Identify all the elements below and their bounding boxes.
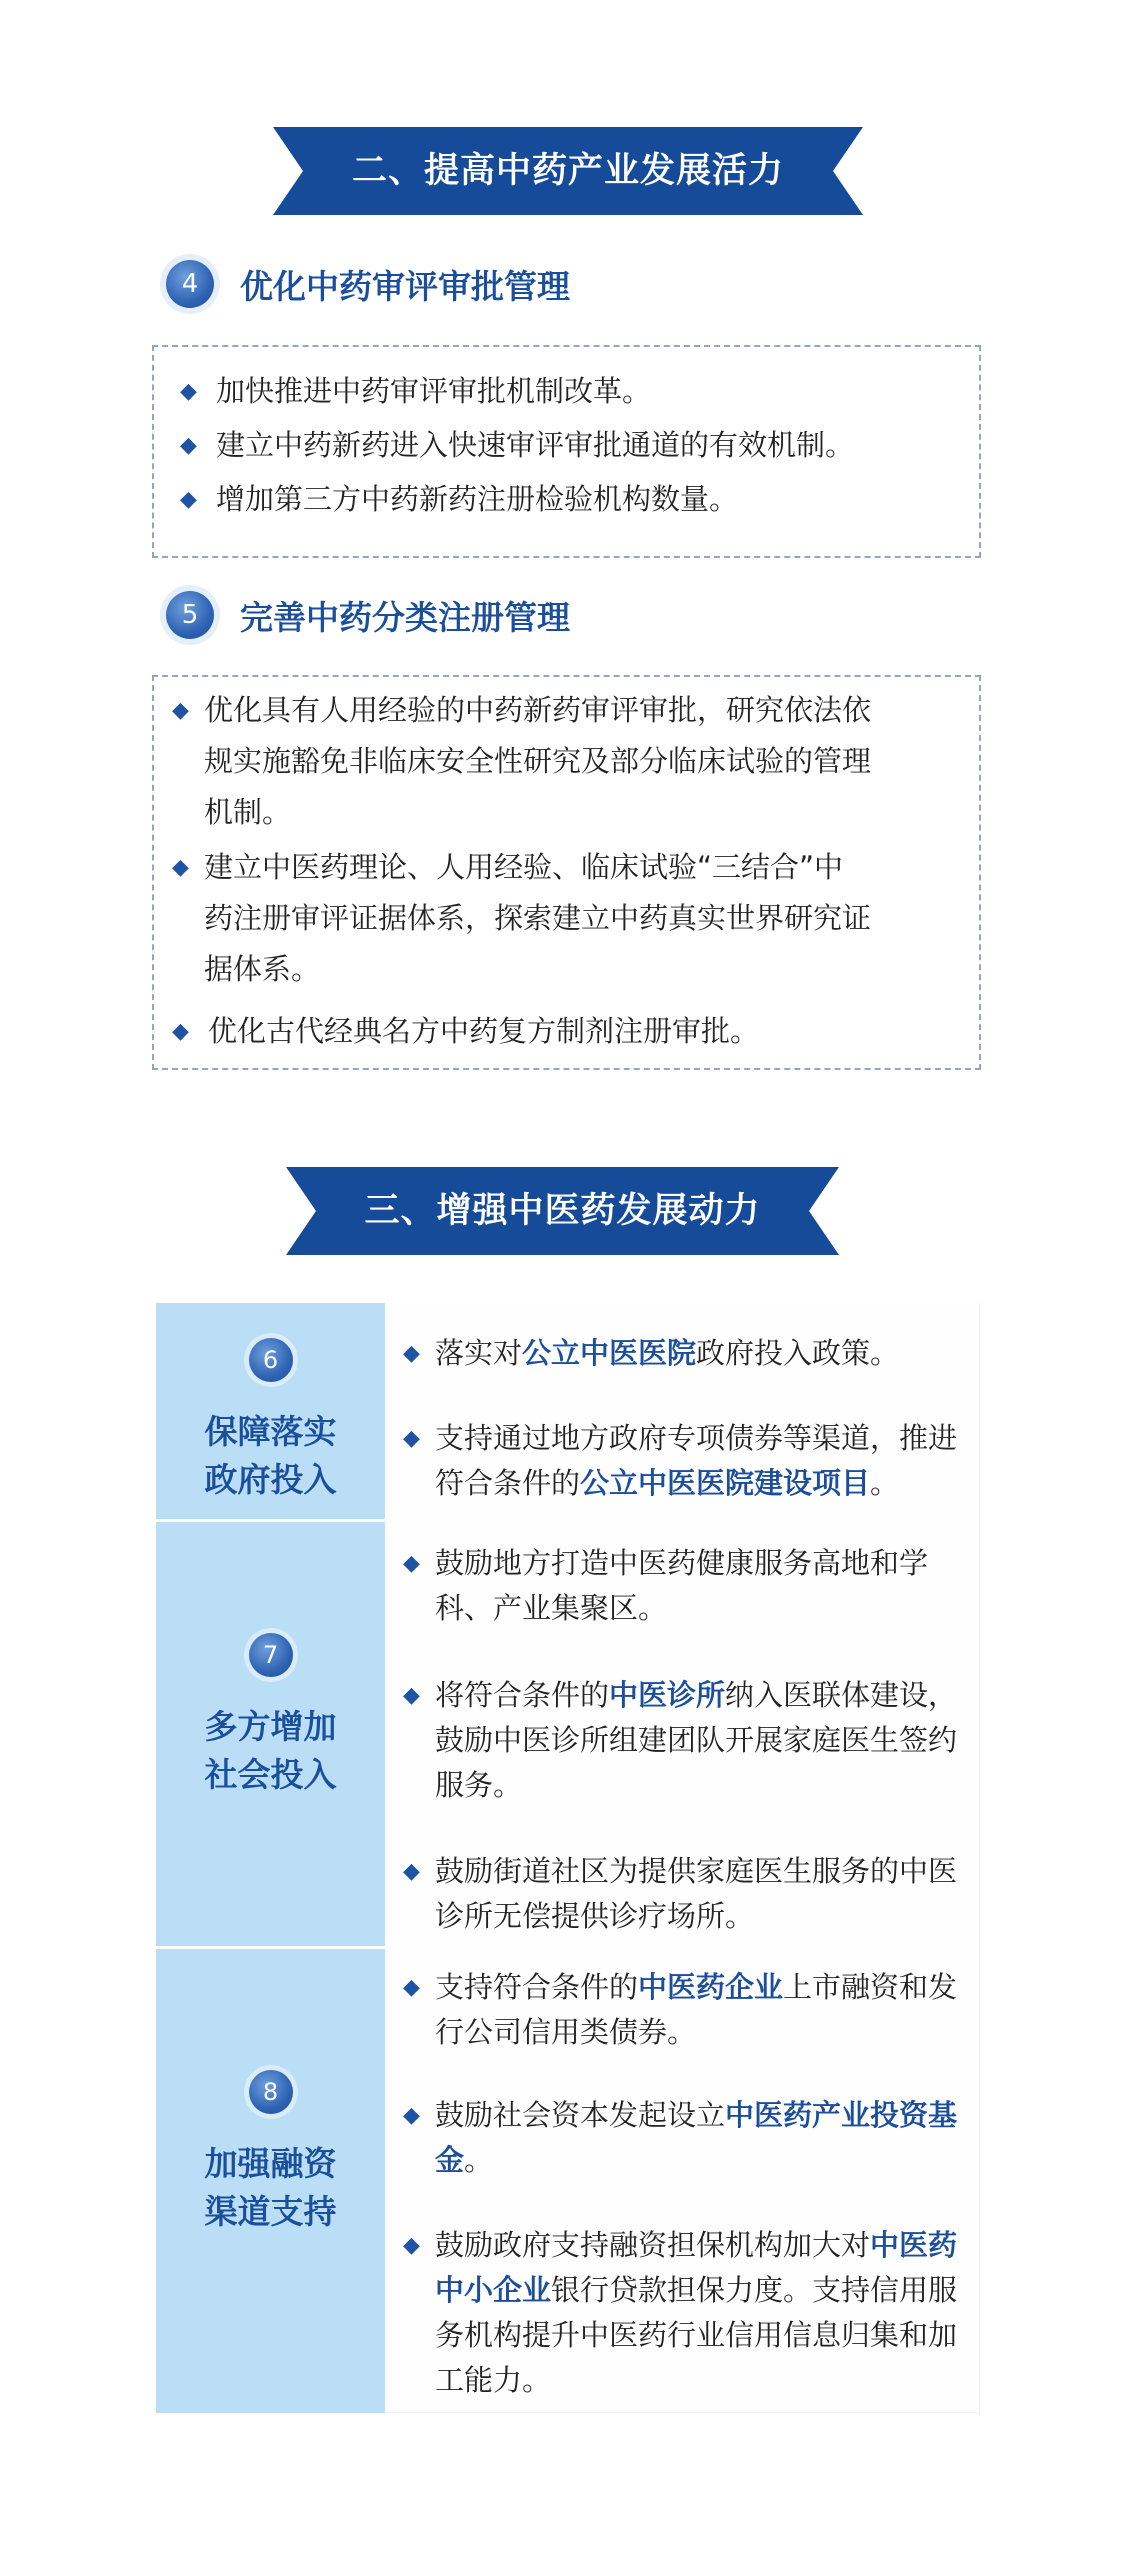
row6-item xyxy=(403,1416,973,1506)
row8-label xyxy=(156,2070,385,2236)
diamond-bullet-icon: ◆ xyxy=(403,2233,420,2258)
group4-number-badge: 4 xyxy=(166,260,214,308)
row6-number-badge: 6 xyxy=(249,1338,293,1382)
text-segment: 支持符合条件的 xyxy=(435,1970,639,2004)
diamond-bullet-icon: ◆ xyxy=(403,1683,420,1708)
row8-item xyxy=(403,2223,973,2403)
group5-title: 完善中药分类注册管理 xyxy=(240,597,570,637)
diamond-bullet-icon: ◆ xyxy=(180,379,197,404)
highlighted-term: 中医药产业投资基金 xyxy=(435,2098,958,2177)
diamond-bullet-icon: ◆ xyxy=(403,1426,420,1451)
text-segment: 上市融资和发行公司信用类债券。 xyxy=(435,1970,958,2049)
text-segment: 鼓励地方打造中医药健康服务高地和学科、产业集聚区。 xyxy=(435,1546,929,1625)
item-text xyxy=(435,2223,973,2403)
text-segment: 纳入医联体建设，鼓励中医诊所组建团队开展家庭医生签约服务。 xyxy=(435,1678,958,1802)
diamond-bullet-icon: ◆ xyxy=(172,1019,189,1044)
diamond-bullet-icon: ◆ xyxy=(172,855,189,880)
row7-number-badge: 7 xyxy=(249,1633,293,1677)
section3-title: 三、增强中医药发展动力 xyxy=(364,1191,761,1231)
row6-label-line: 保障落实 xyxy=(204,1412,337,1451)
text-segment: 将符合条件的 xyxy=(435,1678,610,1712)
text-segment: 。 xyxy=(464,2143,494,2177)
group5-item: ◆ 优化具有人用经验的中药新药审评审批，研究依法依 规实施豁免非临床安全性研究及部分临床试验的管理 机制。 xyxy=(172,685,972,838)
highlighted-term: 中医药企业 xyxy=(638,1970,784,2004)
highlighted-term: 公立中医医院 xyxy=(522,1336,697,1370)
row8-label-line: 渠道支持 xyxy=(204,2192,337,2231)
group4-item: ◆ 加快推进中药审评审批机制改革。 xyxy=(180,366,651,417)
diamond-bullet-icon: ◆ xyxy=(403,1859,420,1884)
row7-label-line: 社会投入 xyxy=(204,1755,337,1794)
text-segment: 银行贷款担保力度。支持信用服务机构提升中医药行业信用信息归集和加工能力。 xyxy=(435,2273,958,2397)
row6-item xyxy=(403,1331,973,1376)
diamond-bullet-icon: ◆ xyxy=(403,2103,420,2128)
group4-item: ◆ 增加第三方中药新药注册检验机构数量。 xyxy=(180,474,738,525)
diamond-bullet-icon: ◆ xyxy=(403,1551,420,1576)
diamond-bullet-icon: ◆ xyxy=(180,433,197,458)
item-text xyxy=(435,1849,973,1939)
row7-item xyxy=(403,1673,973,1808)
group5-number-badge: 5 xyxy=(166,591,214,639)
row7-label xyxy=(156,1633,385,1799)
diamond-bullet-icon: ◆ xyxy=(403,1975,420,2000)
row8-number-badge: 8 xyxy=(249,2070,293,2114)
row8-label-line: 加强融资 xyxy=(204,2144,337,2183)
diamond-bullet-icon: ◆ xyxy=(403,1341,420,1366)
item-text xyxy=(435,2093,973,2183)
row6-label-line: 政府投入 xyxy=(204,1460,337,1499)
group5-heading xyxy=(166,588,570,642)
row7-item xyxy=(403,1849,973,1939)
text-segment: 鼓励街道社区为提供家庭医生服务的中医诊所无偿提供诊疗场所。 xyxy=(435,1854,958,1933)
support-measures-table xyxy=(156,1303,980,2413)
text-segment: 。 xyxy=(870,1466,900,1500)
diamond-bullet-icon: ◆ xyxy=(172,698,189,723)
text-segment: 政府投入政策。 xyxy=(696,1336,900,1370)
group5-item: ◆ 优化古代经典名方中药复方制剂注册审批。 xyxy=(172,1006,972,1057)
highlighted-term: 中医诊所 xyxy=(609,1678,726,1712)
group4-title: 优化中药审评审批管理 xyxy=(240,266,570,306)
row8-item xyxy=(403,1965,973,2055)
row-divider xyxy=(156,1946,385,1949)
group4-item: ◆ 建立中药新药进入快速审评审批通道的有效机制。 xyxy=(180,420,854,471)
item-text xyxy=(435,1673,973,1808)
row-divider xyxy=(156,1519,385,1522)
group5-item: ◆ 建立中医药理论、人用经验、临床试验“三结合”中 药注册审评证据体系，探索建立中药真实世界研究证 据体系。 xyxy=(172,842,972,995)
section3-banner xyxy=(286,1167,839,1255)
group4-heading xyxy=(166,257,570,311)
section2-banner xyxy=(273,127,863,215)
highlighted-term: 公立中医医院建设项目 xyxy=(580,1466,871,1500)
text-segment: 鼓励政府支持融资担保机构加大对 xyxy=(435,2228,871,2262)
text-segment: 落实对 xyxy=(435,1336,523,1370)
item-text xyxy=(435,1541,973,1631)
text-segment: 鼓励社会资本发起设立 xyxy=(435,2098,726,2132)
item-text xyxy=(435,1965,973,2055)
text-segment: 支持通过地方政府专项债券等渠道，推进符合条件的 xyxy=(435,1421,958,1500)
row7-item xyxy=(403,1541,973,1631)
highlighted-term: 中医药中小企业 xyxy=(435,2228,958,2307)
row8-item xyxy=(403,2093,973,2183)
row6-label xyxy=(156,1338,385,1504)
diamond-bullet-icon: ◆ xyxy=(180,487,197,512)
item-text xyxy=(435,1331,973,1376)
section2-title: 二、提高中药产业发展活力 xyxy=(351,151,784,191)
row7-label-line: 多方增加 xyxy=(204,1707,337,1746)
item-text xyxy=(435,1416,973,1506)
